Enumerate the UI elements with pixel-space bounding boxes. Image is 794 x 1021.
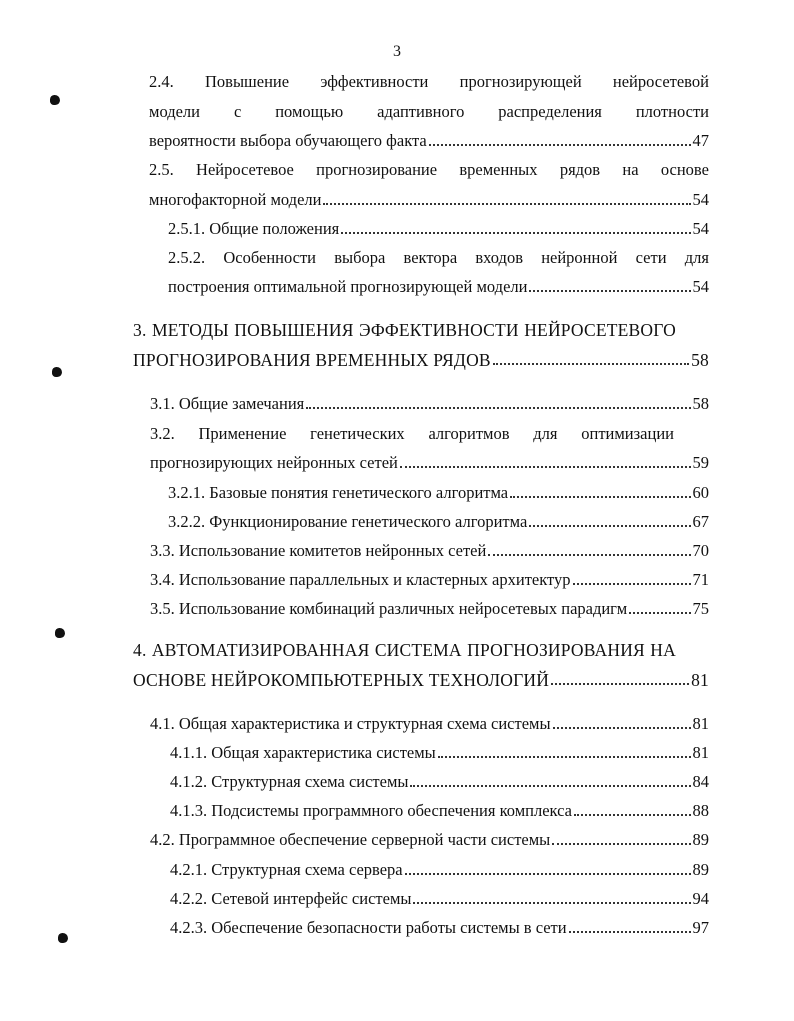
dot-leader xyxy=(553,727,691,729)
toc-entry-3-1 xyxy=(150,394,709,414)
toc-page-number: 58 xyxy=(692,394,709,413)
toc-entry-3-2-line2 xyxy=(150,453,709,473)
toc-page-number: 59 xyxy=(692,453,709,472)
toc-page-number: 67 xyxy=(692,512,709,531)
toc-text: 3.3. Использование комитетов нейронных сетей xyxy=(150,541,487,560)
page-number: 3 xyxy=(393,43,401,60)
toc-word: Особенности xyxy=(223,248,317,267)
toc-text: 4.2.1. Структурная схема сервера xyxy=(170,860,403,879)
toc-text: 3.1. Общие замечания xyxy=(150,394,305,413)
dot-leader xyxy=(493,363,689,365)
scan-punch-mark xyxy=(58,933,68,943)
toc-word: нейросетевой xyxy=(612,72,709,91)
toc-text: 4.1.2. Структурная схема системы xyxy=(170,772,409,791)
toc-word: адаптивного xyxy=(377,102,465,121)
toc-text: 4.1.1. Общая характеристика системы xyxy=(170,743,436,762)
toc-text: 3.2.1. Базовые понятия генетического алгоритма xyxy=(168,483,509,502)
toc-word: Повышение xyxy=(205,72,290,91)
toc-entry-4-1-1 xyxy=(170,743,709,763)
dot-leader xyxy=(341,232,690,234)
toc-entry-2-4-line2 xyxy=(149,102,709,122)
toc-chapter-title: ПРОГНОЗИРОВАНИЯ ВРЕМЕННЫХ РЯДОВ xyxy=(133,350,491,370)
toc-word: ЭФФЕКТИВНОСТИ xyxy=(359,320,519,340)
toc-page-number: 81 xyxy=(691,670,709,690)
toc-entry-3-4 xyxy=(150,570,709,590)
toc-entry-2-5-line1 xyxy=(149,160,709,180)
toc-word: входов xyxy=(475,248,523,267)
toc-word: ПРОГНОЗИРОВАНИЯ xyxy=(467,640,645,660)
dot-leader xyxy=(405,873,691,875)
dot-leader xyxy=(410,785,690,787)
toc-chapter-3-line2 xyxy=(133,350,709,370)
dot-leader xyxy=(413,902,690,904)
toc-text: 3.4. Использование параллельных и кластерных архитектур xyxy=(150,570,571,589)
toc-word: алгоритмов xyxy=(428,424,510,443)
toc-page-number: 54 xyxy=(692,277,709,296)
toc-word: помощью xyxy=(275,102,344,121)
scan-punch-mark xyxy=(50,95,60,105)
toc-entry-2-5-line2 xyxy=(149,190,709,210)
toc-text: 4.2.3. Обеспечение безопасности работы системы в сети xyxy=(170,918,567,937)
toc-text: 4.1. Общая характеристика и структурная схема системы xyxy=(150,714,551,733)
toc-word: рядов xyxy=(559,160,601,179)
dot-leader xyxy=(400,466,691,468)
toc-entry-4-2-2 xyxy=(170,889,709,909)
toc-entry-2-4-line3 xyxy=(149,131,709,151)
toc-word: распределения xyxy=(498,102,602,121)
toc-entry-3-3 xyxy=(150,541,709,561)
dot-leader xyxy=(488,554,690,556)
dot-leader xyxy=(438,756,691,758)
dot-leader xyxy=(510,496,690,498)
toc-page-number: 58 xyxy=(691,350,709,370)
toc-entry-3-2-line1 xyxy=(150,424,674,444)
toc-word: 2.5.2. xyxy=(168,248,206,267)
toc-word: Нейросетевое xyxy=(196,160,294,179)
toc-chapter-4-line1 xyxy=(133,640,676,660)
toc-text: вероятности выбора обучающего факта xyxy=(149,131,427,150)
toc-word: Применение xyxy=(198,424,287,443)
toc-word: АВТОМАТИЗИРОВАННАЯ xyxy=(151,640,370,660)
toc-page-number: 47 xyxy=(692,131,709,150)
toc-page-number: 60 xyxy=(692,483,709,502)
toc-text: 2.5.1. Общие положения xyxy=(168,219,340,238)
toc-page-number: 89 xyxy=(692,830,709,849)
toc-entry-4-2 xyxy=(150,830,709,850)
toc-text: 3.2.2. Функционирование генетического алгоритма xyxy=(168,512,528,531)
toc-page-number: 54 xyxy=(692,219,709,238)
dot-leader xyxy=(569,931,691,933)
dot-leader xyxy=(429,144,691,146)
toc-word: сети xyxy=(635,248,667,267)
toc-word: оптимизации xyxy=(581,424,674,443)
dot-leader xyxy=(323,203,690,205)
toc-word: НЕЙРОСЕТЕВОГО xyxy=(524,320,676,340)
dot-leader xyxy=(529,525,690,527)
dot-leader xyxy=(629,612,690,614)
toc-page-number: 97 xyxy=(692,918,709,937)
scan-punch-mark xyxy=(52,367,62,377)
toc-entry-2-5-1 xyxy=(168,219,709,239)
toc-word: 3.2. xyxy=(150,424,175,443)
toc-word: нейронной xyxy=(541,248,618,267)
toc-word: НА xyxy=(650,640,676,660)
toc-word: временных xyxy=(459,160,538,179)
toc-text: построения оптимальной прогнозирующей модели xyxy=(168,277,528,296)
toc-text: 4.2.2. Сетевой интерфейс системы xyxy=(170,889,412,908)
toc-word: плотности xyxy=(635,102,709,121)
toc-page-number: 70 xyxy=(692,541,709,560)
dot-leader xyxy=(573,583,691,585)
toc-word: выбора xyxy=(334,248,386,267)
scan-punch-mark xyxy=(55,628,65,638)
toc-word: на xyxy=(622,160,639,179)
toc-word: 2.4. xyxy=(149,72,174,91)
toc-chapter-3-line1 xyxy=(133,320,676,340)
toc-entry-4-2-1 xyxy=(170,860,709,880)
toc-word: 4. xyxy=(133,640,147,660)
toc-text: 4.1.3. Подсистемы программного обеспечения комплекса xyxy=(170,801,572,820)
dot-leader xyxy=(552,843,690,845)
toc-word: СИСТЕМА xyxy=(374,640,462,660)
toc-page-number: 84 xyxy=(692,772,709,791)
toc-entry-3-5 xyxy=(150,599,709,619)
dot-leader xyxy=(574,814,691,816)
toc-page-number: 71 xyxy=(692,570,709,589)
toc-entry-4-2-3 xyxy=(170,918,709,938)
toc-entry-2-5-2-line1 xyxy=(168,248,709,268)
toc-chapter-title: ОСНОВЕ НЕЙРОКОМПЬЮТЕРНЫХ ТЕХНОЛОГИЙ xyxy=(133,670,550,690)
toc-word: прогнозирование xyxy=(316,160,438,179)
toc-entry-4-1-3 xyxy=(170,801,709,821)
toc-entry-4-1 xyxy=(150,714,709,734)
toc-entry-4-1-2 xyxy=(170,772,709,792)
toc-word: вектора xyxy=(403,248,458,267)
toc-word: для xyxy=(533,424,558,443)
toc-word: 2.5. xyxy=(149,160,174,179)
toc-page-number: 54 xyxy=(692,190,709,209)
toc-text: 4.2. Программное обеспечение серверной части системы xyxy=(150,830,551,849)
toc-word: ПОВЫШЕНИЯ xyxy=(234,320,354,340)
toc-chapter-4-line2 xyxy=(133,670,709,690)
dot-leader xyxy=(529,290,690,292)
toc-entry-2-5-2-line2 xyxy=(168,277,709,297)
toc-word: модели xyxy=(149,102,200,121)
toc-word: прогнозирующей xyxy=(459,72,582,91)
dot-leader xyxy=(551,683,689,685)
toc-text: многофакторной модели xyxy=(149,190,322,209)
toc-page-number: 89 xyxy=(692,860,709,879)
toc-page-number: 81 xyxy=(692,714,709,733)
toc-entry-2-4-line1 xyxy=(149,72,709,92)
toc-entry-3-2-1 xyxy=(168,483,709,503)
toc-page-number: 94 xyxy=(692,889,709,908)
toc-word: 3. xyxy=(133,320,147,340)
toc-word: основе xyxy=(660,160,709,179)
toc-word: для xyxy=(684,248,709,267)
toc-word: генетических xyxy=(310,424,405,443)
toc-page-number: 75 xyxy=(692,599,709,618)
toc-word: эффективности xyxy=(320,72,429,91)
toc-word: МЕТОДЫ xyxy=(151,320,229,340)
dot-leader xyxy=(306,407,690,409)
toc-text: прогнозирующих нейронных сетей xyxy=(150,453,398,472)
toc-page-number: 81 xyxy=(692,743,709,762)
toc-entry-3-2-2 xyxy=(168,512,709,532)
toc-page-number: 88 xyxy=(692,801,709,820)
toc-word: с xyxy=(233,102,242,121)
toc-text: 3.5. Использование комбинаций различных нейросетевых парадигм xyxy=(150,599,628,618)
